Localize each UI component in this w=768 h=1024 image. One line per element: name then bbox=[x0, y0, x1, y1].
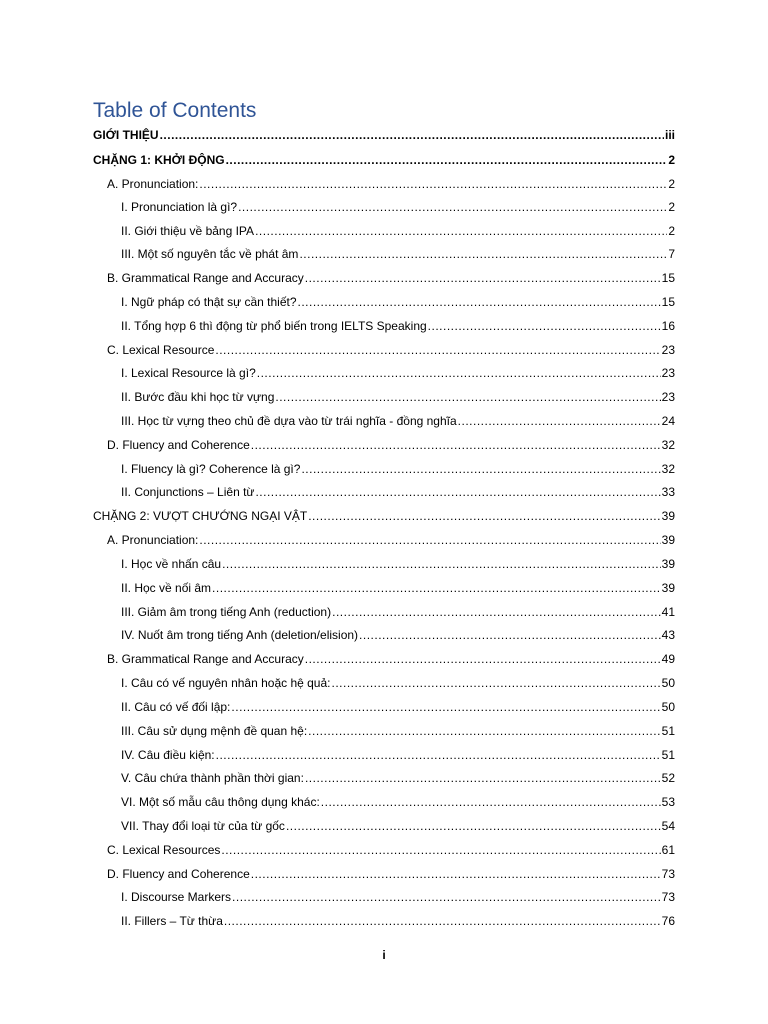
toc-entry[interactable] bbox=[121, 481, 675, 499]
toc-entry-label: I. Ngữ pháp có thật sự cần thiết? bbox=[121, 295, 297, 309]
toc-dot-leader bbox=[216, 748, 661, 762]
toc-entry[interactable] bbox=[121, 601, 675, 619]
toc-entry-page: 2 bbox=[668, 177, 675, 191]
toc-dot-leader bbox=[255, 485, 660, 499]
toc-entry[interactable] bbox=[93, 505, 675, 523]
toc-entry-page: 2 bbox=[668, 200, 675, 214]
toc-entry-label: D. Fluency and Coherence bbox=[107, 867, 250, 881]
toc-entry-page: 49 bbox=[661, 652, 675, 666]
toc-entry-label: VII. Thay đổi loại từ của từ gốc bbox=[121, 819, 285, 833]
toc-entry-page: 15 bbox=[661, 295, 675, 309]
toc-entry-page: 76 bbox=[661, 914, 675, 928]
toc-dot-leader bbox=[199, 533, 660, 547]
toc-entry-label: I. Học về nhấn câu bbox=[121, 557, 222, 571]
toc-dot-leader bbox=[257, 366, 661, 380]
toc-entry-page: 32 bbox=[661, 462, 675, 476]
toc-entry-label: B. Grammatical Range and Accuracy bbox=[107, 652, 304, 666]
toc-entry-page: 73 bbox=[661, 867, 675, 881]
toc-entry[interactable] bbox=[107, 529, 675, 547]
toc-dot-leader bbox=[308, 509, 660, 523]
toc-entry-label: II. Câu có vế đối lập: bbox=[121, 700, 231, 714]
toc-entry-label: II. Giới thiệu về bảng IPA bbox=[121, 224, 255, 238]
toc-entry-label: CHẶNG 1: KHỞI ĐỘNG bbox=[93, 153, 225, 167]
toc-entry-page: 23 bbox=[661, 343, 675, 357]
toc-dot-leader bbox=[359, 628, 661, 642]
toc-entry[interactable] bbox=[121, 672, 675, 690]
toc-entry[interactable] bbox=[121, 458, 675, 476]
toc-entry[interactable] bbox=[121, 886, 675, 904]
toc-dot-leader bbox=[255, 224, 667, 238]
toc-entry[interactable] bbox=[107, 839, 675, 857]
toc-entry-label: II. Học về nối âm bbox=[121, 581, 212, 595]
toc-entry-page: 39 bbox=[661, 533, 675, 547]
toc-entry[interactable] bbox=[121, 315, 675, 333]
toc-entry-label: II. Bước đầu khi học từ vựng bbox=[121, 390, 275, 404]
toc-entry[interactable] bbox=[121, 720, 675, 738]
toc-entry[interactable] bbox=[107, 339, 675, 357]
toc-dot-leader bbox=[321, 795, 661, 809]
toc-entry-label: II. Fillers – Từ thừa bbox=[121, 914, 223, 928]
toc-dot-leader bbox=[299, 247, 667, 261]
toc-entry-page: 23 bbox=[661, 366, 675, 380]
toc-entry[interactable] bbox=[107, 267, 675, 285]
toc-dot-leader bbox=[222, 557, 661, 571]
toc-entry-label: GIỚI THIỆU bbox=[93, 128, 159, 142]
toc-dot-leader bbox=[224, 914, 661, 928]
toc-entry-label: D. Fluency and Coherence bbox=[107, 438, 250, 452]
toc-entry-label: III. Học từ vựng theo chủ đề dựa vào từ trái nghĩa - đồng nghĩa bbox=[121, 414, 457, 428]
toc-entry[interactable] bbox=[121, 815, 675, 833]
toc-dot-leader bbox=[458, 414, 661, 428]
toc-dot-leader bbox=[226, 153, 668, 167]
toc-entry-page: 54 bbox=[661, 819, 675, 833]
toc-entry-label: C. Lexical Resource bbox=[107, 343, 215, 357]
toc-entry[interactable] bbox=[121, 624, 675, 642]
toc-entry-page: 39 bbox=[661, 509, 675, 523]
toc-dot-leader bbox=[251, 438, 661, 452]
toc-entry-label: C. Lexical Resources bbox=[107, 843, 221, 857]
toc-entry-label: II. Tổng hợp 6 thì động từ phổ biến trong IELTS Speaking bbox=[121, 319, 427, 333]
toc-entry-label: I. Pronunciation là gì? bbox=[121, 200, 238, 214]
toc-entry-page: 7 bbox=[668, 247, 675, 261]
toc-entry-label: I. Câu có vế nguyên nhân hoặc hệ quả: bbox=[121, 676, 331, 690]
toc-entry-page: 15 bbox=[661, 271, 675, 285]
toc-entry-label: IV. Câu điều kiện: bbox=[121, 748, 215, 762]
toc-entry[interactable] bbox=[107, 648, 675, 666]
toc-dot-leader bbox=[332, 676, 661, 690]
toc-entry[interactable] bbox=[121, 410, 675, 428]
toc-dot-leader bbox=[428, 319, 661, 333]
toc-dot-leader bbox=[305, 271, 661, 285]
toc-entry-label: A. Pronunciation: bbox=[107, 177, 199, 191]
toc-entry[interactable] bbox=[121, 386, 675, 404]
toc-dot-leader bbox=[275, 390, 660, 404]
toc-entry[interactable] bbox=[121, 744, 675, 762]
toc-entry-page: 50 bbox=[661, 676, 675, 690]
toc-entry-label: III. Câu sử dụng mệnh đề quan hệ: bbox=[121, 724, 308, 738]
toc-entry[interactable] bbox=[121, 291, 675, 309]
toc-dot-leader bbox=[332, 605, 661, 619]
toc-entry-label: B. Grammatical Range and Accuracy bbox=[107, 271, 304, 285]
toc-entry-page: 43 bbox=[661, 628, 675, 642]
toc-dot-leader bbox=[212, 581, 661, 595]
toc-entry-page: 52 bbox=[661, 771, 675, 785]
toc-entry[interactable] bbox=[107, 173, 675, 191]
toc-dot-leader bbox=[232, 890, 661, 904]
toc-entry[interactable] bbox=[121, 767, 675, 785]
toc-entry-page: 39 bbox=[661, 557, 675, 571]
toc-entry[interactable] bbox=[121, 243, 675, 261]
toc-entry-page: 2 bbox=[668, 224, 675, 238]
toc-entry[interactable] bbox=[107, 863, 675, 881]
toc-entry-page: 61 bbox=[661, 843, 675, 857]
toc-dot-leader bbox=[251, 867, 661, 881]
toc-entry[interactable] bbox=[121, 553, 675, 571]
toc-dot-leader bbox=[308, 724, 660, 738]
toc-entry-label: III. Một số nguyên tắc về phát âm bbox=[121, 247, 299, 261]
toc-entry-page: 33 bbox=[661, 485, 675, 499]
toc-entry-page: 50 bbox=[661, 700, 675, 714]
toc-dot-leader bbox=[286, 819, 661, 833]
toc-dot-leader bbox=[221, 843, 660, 857]
toc-entry[interactable] bbox=[121, 791, 675, 809]
toc-entry[interactable] bbox=[93, 124, 675, 142]
toc-title: Table of Contents bbox=[93, 99, 257, 122]
toc-dot-leader bbox=[301, 462, 660, 476]
toc-entry-page: iii bbox=[664, 128, 675, 142]
toc-dot-leader bbox=[305, 771, 661, 785]
toc-entry[interactable] bbox=[107, 434, 675, 452]
toc-entry[interactable] bbox=[121, 696, 675, 714]
toc-dot-leader bbox=[199, 177, 667, 191]
toc-entry-label: V. Câu chứa thành phần thời gian: bbox=[121, 771, 304, 785]
toc-entry-label: IV. Nuốt âm trong tiếng Anh (deletion/elision) bbox=[121, 628, 359, 642]
toc-dot-leader bbox=[231, 700, 660, 714]
toc-entry-label: I. Discourse Markers bbox=[121, 890, 232, 904]
toc-dot-leader bbox=[298, 295, 661, 309]
toc-entry-page: 51 bbox=[661, 748, 675, 762]
toc-dot-leader bbox=[238, 200, 667, 214]
toc-entry-page: 51 bbox=[661, 724, 675, 738]
toc-dot-leader bbox=[160, 128, 664, 142]
toc-entry-page: 39 bbox=[661, 581, 675, 595]
toc-entry-label: III. Giảm âm trong tiếng Anh (reduction) bbox=[121, 605, 332, 619]
toc-entry-page: 16 bbox=[661, 319, 675, 333]
toc-entry-label: I. Lexical Resource là gì? bbox=[121, 366, 256, 380]
toc-entry-label: CHẶNG 2: VƯỢT CHƯỚNG NGẠI VẬT bbox=[93, 509, 308, 523]
toc-entry[interactable] bbox=[121, 577, 675, 595]
page-number: i bbox=[382, 948, 386, 962]
toc-entry-label: A. Pronunciation: bbox=[107, 533, 199, 547]
toc-entry-page: 32 bbox=[661, 438, 675, 452]
toc-entry-label: I. Fluency là gì? Coherence là gì? bbox=[121, 462, 301, 476]
toc-dot-leader bbox=[305, 652, 661, 666]
toc-entry[interactable] bbox=[121, 196, 675, 214]
toc-entry[interactable] bbox=[121, 910, 675, 928]
toc-entry-page: 73 bbox=[661, 890, 675, 904]
toc-entry-page: 23 bbox=[661, 390, 675, 404]
toc-entry-page: 24 bbox=[661, 414, 675, 428]
toc-entry-page: 53 bbox=[661, 795, 675, 809]
toc-entry-page: 2 bbox=[668, 153, 675, 167]
toc-dot-leader bbox=[215, 343, 660, 357]
toc-entry[interactable] bbox=[121, 220, 675, 238]
toc-entry-label: VI. Một số mẫu câu thông dụng khác: bbox=[121, 795, 320, 809]
toc-entry[interactable] bbox=[93, 149, 675, 167]
toc-entry-label: II. Conjunctions – Liên từ bbox=[121, 485, 255, 499]
toc-entry[interactable] bbox=[121, 362, 675, 380]
toc-entry-page: 41 bbox=[661, 605, 675, 619]
